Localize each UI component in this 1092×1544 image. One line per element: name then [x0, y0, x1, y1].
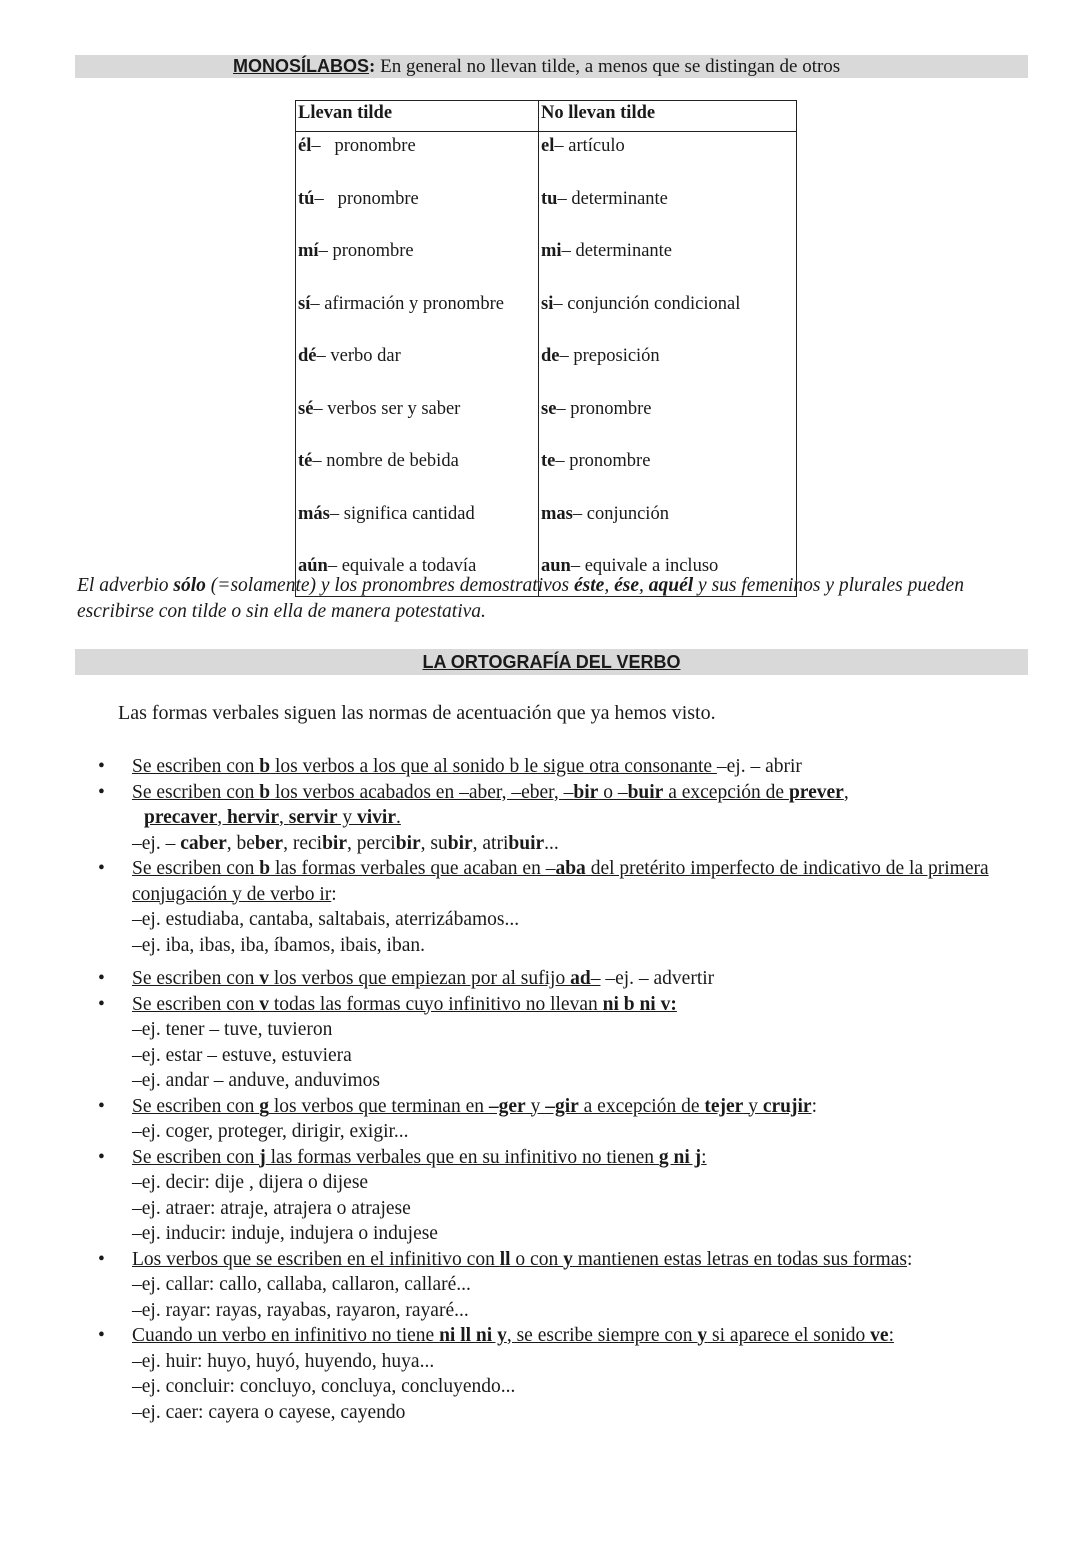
table-row: [296, 342, 797, 395]
bullet-icon: •: [98, 781, 105, 803]
monosilabo-word: de: [541, 346, 560, 366]
table-row: [296, 185, 797, 238]
rule-text: Se escriben con g los verbos que terminan en –ger y –gir a excepción de tejer y crujir: [132, 1095, 812, 1117]
cell-no-lleva-tilde: [539, 185, 797, 238]
cell-lleva-tilde: [296, 447, 539, 500]
monosilabos-intro: En general no llevan tilde, a menos que se distingan de otros: [375, 56, 841, 77]
bullet-icon: •: [98, 993, 105, 1015]
table-row: [296, 237, 797, 290]
monosilabo-word: te: [541, 451, 556, 471]
rule-example: –ej. andar – anduve, anduvimos: [132, 1070, 381, 1091]
rule-item: [0, 754, 1060, 780]
rule-text: Se escriben con b los verbos a los que al sonido b le sigue otra consonante: [132, 756, 717, 777]
cell-no-lleva-tilde: [539, 447, 797, 500]
rule-example: –ej. – advertir: [600, 968, 715, 989]
monosilabo-description: – determinante: [561, 241, 673, 261]
monosilabo-description: – conjunción condicional: [553, 293, 741, 314]
cell-no-lleva-tilde: [539, 132, 797, 185]
cell-no-lleva-tilde: [539, 290, 797, 343]
rule-example: –ej. concluir: concluyo, concluya, concluyendo...: [132, 1376, 516, 1397]
monosilabo-word: mí: [298, 241, 319, 261]
note-bold: éste: [574, 575, 605, 596]
monosilabo-description: – preposición: [559, 346, 660, 366]
rule-item: • Se escriben con g los verbos que terminan en –ger y –gir a excepción de tejer y crujir: –ej. coger, proteger, dirigir, exigir...: [0, 1094, 1060, 1145]
table-row: [296, 500, 797, 553]
note-text: y sus femeninos y plurales pueden escribirse con tilde o sin ella de manera potestativa.: [77, 575, 964, 622]
monosilabo-word: se: [541, 398, 557, 419]
rule-example: –ej. – caber, beber, recibir, percibir, subir, atribuir...: [132, 832, 559, 854]
monosilabo-word: mas: [541, 503, 573, 524]
monosilabo-description: – nombre de bebida: [312, 451, 459, 471]
rule-text: Se escriben con b los verbos acabados en –aber, –eber, –bir o –buir a excepción de prever,: [132, 781, 849, 803]
note-bold: aquél: [648, 575, 694, 596]
monosilabo-word: el: [541, 136, 555, 156]
monosilabo-word: dé: [298, 346, 317, 366]
monosilabo-description: – conjunción: [572, 503, 669, 524]
note-text: (=solamente) y los pronombres demostrativos: [205, 575, 575, 596]
verbo-heading: LA ORTOGRAFÍA DEL VERBO: [422, 652, 681, 672]
bullet-icon: •: [98, 1248, 105, 1270]
monosilabo-word: tu: [541, 188, 558, 209]
rule-text: Se escriben con b las formas verbales que acaban en –aba del pretérito imperfecto de indicativo de la primera conjugación y de verbo ir: [132, 858, 989, 905]
rule-example: –ej. callar: callo, callaba, callaron, callaré...: [132, 1274, 471, 1295]
monosilabo-description: – determinante: [557, 188, 668, 209]
rule-item: [0, 1323, 1060, 1425]
verbo-intro: Las formas verbales siguen las normas de acentuación que ya hemos visto.: [118, 702, 716, 724]
monosilabo-word: mi: [541, 241, 562, 261]
table-row: [296, 395, 797, 448]
cell-no-lleva-tilde: [539, 237, 797, 290]
monosilabo-description: – pronombre: [556, 398, 652, 419]
rule-example: –ej. iba, ibas, iba, íbamos, ibais, iban.: [132, 934, 425, 956]
cell-lleva-tilde: [296, 132, 539, 185]
rule-example: –ej. caer: cayera o cayese, cayendo: [132, 1401, 406, 1423]
rule-text-continued: precaver, hervir, servir y vivir.: [144, 807, 401, 828]
rule-text: Se escriben con v los verbos que empiezan por al sufijo ad–: [132, 968, 601, 989]
monosilabos-header: [233, 55, 840, 78]
rule-example: –ej. coger, proteger, dirigir, exigir...: [132, 1121, 409, 1142]
cell-lleva-tilde: [296, 185, 539, 238]
rule-item: [0, 1145, 1060, 1247]
note-text: ,: [639, 575, 649, 596]
monosilabo-word: si: [541, 293, 554, 314]
note-bold: sólo: [173, 575, 206, 596]
monosilabos-header-band: [75, 55, 1028, 78]
monosilabo-word: aun: [541, 556, 571, 576]
cell-no-lleva-tilde: [539, 342, 797, 395]
bullet-icon: •: [98, 756, 105, 777]
rule-example: –ej. estudiaba, cantaba, saltabais, aterrizábamos...: [132, 909, 520, 930]
monosilabo-word: más: [298, 503, 330, 524]
rule-example: –ej. tener – tuve, tuvieron: [132, 1019, 333, 1040]
table-row: [296, 447, 797, 500]
monosilabo-description: – pronombre: [311, 136, 416, 156]
verbo-header-band: [75, 649, 1028, 675]
tilde-table: [295, 100, 797, 597]
rule-text: Cuando un verbo en infinitivo no tiene ni ll ni y, se escribe siempre con y si aparece el sonido ve:: [132, 1325, 894, 1346]
cell-lleva-tilde: [296, 237, 539, 290]
rule-item: [0, 966, 1060, 992]
rule-example: –ej. – abrir: [716, 756, 802, 777]
monosilabo-description: – pronombre: [555, 451, 651, 471]
table-row: [296, 290, 797, 343]
rule-example: –ej. decir: dije , dijera o dijese: [132, 1172, 369, 1193]
monosilabo-description: – equivale a incluso: [570, 556, 719, 576]
monosilabo-description: – verbo dar: [316, 346, 401, 366]
monosilabos-heading: MONOSÍLABOS: [233, 56, 370, 76]
monosilabo-word: él: [298, 136, 312, 156]
cell-lleva-tilde: [296, 395, 539, 448]
monosilabo-word: sé: [298, 398, 314, 419]
adverbio-note: [77, 573, 1037, 625]
bullet-icon: •: [98, 858, 105, 879]
cell-no-lleva-tilde: [539, 500, 797, 553]
bullet-icon: •: [98, 1095, 105, 1117]
cell-lleva-tilde: [296, 290, 539, 343]
tilde-rows: [296, 132, 797, 597]
note-text: ,: [604, 575, 615, 596]
monosilabo-word: té: [298, 451, 313, 471]
rule-item: [0, 992, 1060, 1094]
monosilabo-description: – artículo: [554, 136, 625, 156]
column-header-no-llevan: No llevan tilde: [539, 101, 797, 132]
rule-example: –ej. inducir: induje, indujera o indujese: [132, 1223, 438, 1244]
note-text: El adverbio: [77, 575, 174, 596]
rules-list: [0, 754, 1060, 1425]
rule-example: –ej. atraer: atraje, atrajera o atrajese: [132, 1197, 411, 1219]
monosilabo-word: aún: [298, 556, 328, 576]
monosilabo-word: sí: [298, 293, 311, 314]
monosilabo-description: – verbos ser y saber: [313, 398, 461, 419]
bullet-icon: •: [98, 968, 105, 989]
cell-lleva-tilde: [296, 342, 539, 395]
rule-item: • Se escriben con b las formas verbales que acaban en –aba del pretérito imperfecto de indicativo de la primera conjugación y de verbo ir: –ej. estudiaba, cantaba, saltabais, aterrizábamos... –ej. iba, ibas, iba, íbamos, ibais, iban.: [0, 856, 1060, 958]
cell-lleva-tilde: [296, 500, 539, 553]
monosilabo-description: – significa cantidad: [329, 503, 475, 524]
column-header-llevan: Llevan tilde: [296, 101, 539, 132]
rule-text: Los verbos que se escriben en el infinitivo con ll o con y mantienen estas letras en todas sus formas: [132, 1248, 907, 1270]
monosilabo-description: – afirmación y pronombre: [310, 293, 505, 314]
bullet-icon: •: [98, 1325, 105, 1346]
rule-item: • Los verbos que se escriben en el infinitivo con ll o con y mantienen estas letras en todas sus formas: –ej. callar: callo, callaba, callaron, callaré... –ej. rayar: rayas, rayabas, rayaron, rayaré...: [0, 1247, 1060, 1324]
monosilabo-description: – pronombre: [314, 188, 419, 209]
rule-example: –ej. estar – estuve, estuviera: [132, 1044, 352, 1066]
rule-example: –ej. rayar: rayas, rayabas, rayaron, rayaré...: [132, 1299, 469, 1321]
table-row: [296, 132, 797, 185]
bullet-icon: •: [98, 1146, 105, 1168]
monosilabo-description: – pronombre: [318, 241, 414, 261]
rule-text: Se escriben con j las formas verbales que en su infinitivo no tienen g ni j:: [132, 1146, 707, 1168]
rule-example: –ej. huir: huyo, huyó, huyendo, huya...: [132, 1350, 435, 1372]
heading-colon: :: [369, 56, 376, 77]
cell-no-lleva-tilde: [539, 395, 797, 448]
note-bold: ése: [614, 575, 639, 596]
rule-item: [0, 780, 1060, 857]
monosilabo-description: – equivale a todavía: [327, 556, 477, 576]
rule-text: Se escriben con v todas las formas cuyo infinitivo no llevan ni b ni v:: [132, 993, 677, 1015]
monosilabo-word: tú: [298, 188, 315, 209]
